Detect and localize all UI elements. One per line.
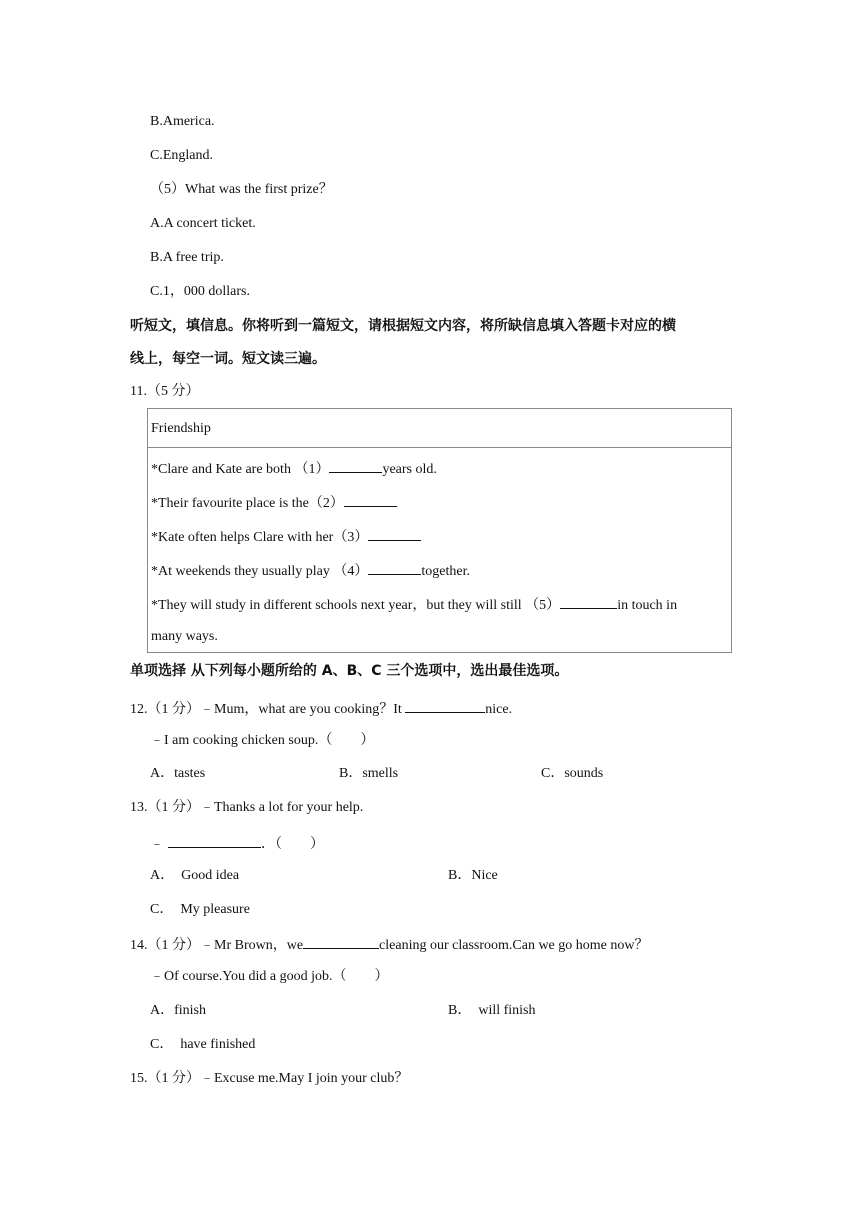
q11-blank-3[interactable] xyxy=(368,526,421,541)
q14-blank[interactable] xyxy=(303,934,379,949)
q11-blank-5[interactable] xyxy=(560,594,617,609)
q11-row-5-continued: many ways. xyxy=(151,629,218,644)
q11-row-4 xyxy=(151,560,470,581)
q11-row-4-tail: together. xyxy=(421,564,470,579)
q11-row-3-text: *Kate often helps Clare with her（3） xyxy=(151,530,369,545)
q12-answer-line: ﹣I am cooking chicken soup.（ ） xyxy=(150,733,375,748)
q13-option-a[interactable]: A． Good idea xyxy=(150,868,240,883)
q11-row-1-tail: years old. xyxy=(382,462,437,477)
q13-answer-line xyxy=(150,833,324,854)
q10-sub5-option-a: A.A concert ticket. xyxy=(150,216,256,231)
q11-row-2 xyxy=(151,492,397,513)
q11-blank-2[interactable] xyxy=(344,492,397,507)
q14-stem-text: 14.（1 分）﹣Mr Brown，we xyxy=(130,938,304,953)
q13-option-c[interactable]: C． My pleasure xyxy=(150,902,250,917)
q11-row-5-text: *They will study in different schools next year，but they will still （5） xyxy=(151,598,561,613)
section-listening-instruction-line2: 线上，每空一词。短文读三遍。 xyxy=(130,351,326,367)
q11-blank-4[interactable] xyxy=(368,560,421,575)
q13-stem: 13.（1 分）﹣Thanks a lot for your help. xyxy=(130,800,364,815)
q11-row-1 xyxy=(151,458,437,479)
q14-option-c[interactable]: C． have finished xyxy=(150,1037,256,1052)
q11-row-3 xyxy=(151,526,421,547)
q11-row-5-tail: in touch in xyxy=(617,598,678,613)
q15-stem: 15.（1 分）﹣Excuse me.May I join your club？ xyxy=(130,1071,409,1086)
q12-stem xyxy=(130,698,512,719)
q10-option-c: C.England. xyxy=(150,148,213,163)
q12-option-a[interactable]: A．tastes xyxy=(150,766,206,781)
q11-number: 11.（5 分） xyxy=(130,384,200,399)
section-choice-instruction: 单项选择 从下列每小题所给的 A、B、C 三个选项中，选出最佳选项。 xyxy=(130,663,569,679)
q13-dash: ﹣ xyxy=(150,837,164,852)
q11-table-title: Friendship xyxy=(151,421,211,436)
q10-sub5-option-c: C.1，000 dollars. xyxy=(150,284,250,299)
q11-row-1-text: *Clare and Kate are both （1） xyxy=(151,462,330,477)
q11-blank-1[interactable] xyxy=(329,458,382,473)
q13-tail: ．（ ） xyxy=(261,837,324,852)
q13-option-b[interactable]: B．Nice xyxy=(448,868,498,883)
q11-table-divider xyxy=(148,447,731,448)
q14-stem xyxy=(130,934,649,955)
q12-blank[interactable] xyxy=(405,698,485,713)
q13-blank[interactable] xyxy=(168,833,261,848)
q14-answer-line: ﹣Of course.You did a good job.（ ） xyxy=(150,969,389,984)
q11-row-2-text: *Their favourite place is the（2） xyxy=(151,496,344,511)
q14-stem-tail: cleaning our classroom.Can we go home now？ xyxy=(379,938,649,953)
q11-row-4-text: *At weekends they usually play （4） xyxy=(151,564,369,579)
section-listening-instruction-line1: 听短文，填信息。你将听到一篇短文，请根据短文内容，将所缺信息填入答题卡对应的横 xyxy=(130,318,676,334)
q10-option-b: B.America. xyxy=(150,114,215,129)
q10-sub5-option-b: B.A free trip. xyxy=(150,250,224,265)
q10-sub5-question: （5）What was the first prize？ xyxy=(150,182,333,197)
q12-stem-tail: nice. xyxy=(485,702,513,717)
q11-row-5 xyxy=(151,594,677,615)
q12-stem-text: 12.（1 分）﹣Mum，what are you cooking？It xyxy=(130,702,402,717)
q14-option-a[interactable]: A．finish xyxy=(150,1003,206,1018)
q12-option-c[interactable]: C．sounds xyxy=(541,766,604,781)
q14-option-b[interactable]: B． will finish xyxy=(448,1003,536,1018)
q12-option-b[interactable]: B．smells xyxy=(339,766,399,781)
